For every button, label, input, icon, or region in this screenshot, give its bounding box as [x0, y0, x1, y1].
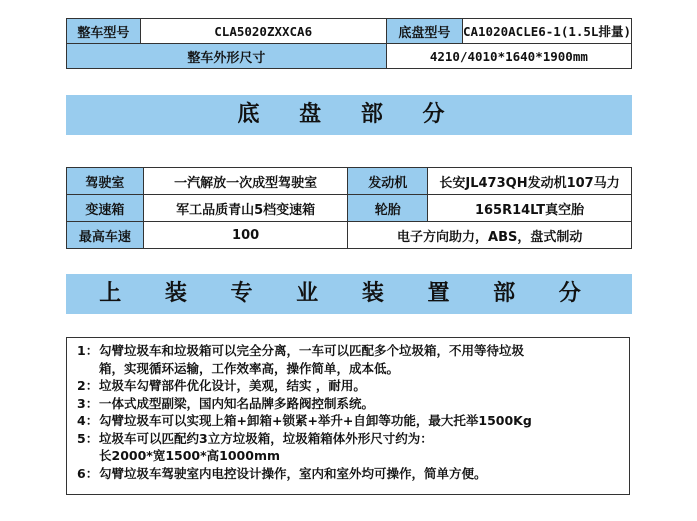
chassis-features-value: 电子方向助力，ABS，盘式制动	[348, 222, 632, 249]
dimension-row	[67, 44, 632, 69]
chassis-value: CA1020ACLE6-1(1.5L排量)	[462, 19, 631, 44]
feature-number: 1：	[77, 343, 99, 358]
feature-number: 5：	[77, 430, 99, 446]
model-row	[67, 19, 632, 44]
feature-text: 勾臂垃圾车和垃圾箱可以完全分离，一车可以匹配多个垃圾箱，不用等待垃圾	[99, 343, 525, 358]
basic-spec-table	[66, 18, 632, 69]
feature-item-6	[77, 465, 623, 483]
feature-continuation: 长2000*宽1500*高1000mm	[99, 448, 280, 463]
feature-text: 垃圾车勾臂部件优化设计，美观，结实 ，耐用。	[99, 378, 366, 393]
feature-item-3	[77, 395, 623, 413]
tire-value: 165R14LT真空胎	[428, 195, 632, 222]
speed-label: 最高车速	[67, 222, 144, 249]
cab-engine-row	[67, 168, 632, 195]
upper-section-banner: 上 装 专 业 装 置 部 分	[66, 274, 632, 314]
model-value: CLA5020ZXXCA6	[140, 19, 386, 44]
engine-value: 长安JL473QH发动机107马力	[428, 168, 632, 195]
chassis-section-banner: 底 盘 部 分	[66, 95, 632, 135]
feature-text: 垃圾车可以匹配约3立方垃圾箱，垃圾箱箱体外形尺寸约为：	[99, 430, 433, 446]
chassis-spec-table	[66, 167, 632, 249]
dimension-value: 4210/4010*1640*1900mm	[386, 44, 631, 69]
feature-text: 勾臂垃圾车驾驶室内电控设计操作，室内和室外均可操作，简单方便。	[99, 465, 487, 481]
gearbox-value: 军工品质青山5档变速箱	[143, 195, 348, 222]
tire-label: 轮胎	[348, 195, 428, 222]
model-label: 整车型号	[67, 19, 141, 44]
gearbox-label: 变速箱	[67, 195, 144, 222]
feature-number: 2：	[77, 378, 99, 393]
feature-item-1	[77, 342, 623, 360]
feature-item-2	[77, 377, 623, 395]
speed-row	[67, 222, 632, 249]
engine-label: 发动机	[348, 168, 428, 195]
speed-value: 100	[143, 222, 348, 249]
gearbox-tire-row	[67, 195, 632, 222]
feature-item-5	[77, 430, 623, 448]
feature-continuation: 箱，实现循环运输，工作效率高，操作简单，成本低。	[99, 360, 400, 376]
cab-value: 一汽解放一次成型驾驶室	[143, 168, 348, 195]
chassis-label: 底盘型号	[386, 19, 462, 44]
feature-number: 3：	[77, 395, 99, 411]
feature-text: 一体式成型副梁，国内知名品牌多路阀控制系统。	[99, 395, 375, 411]
feature-text: 勾臂垃圾车可以实现上箱+卸箱+锁紧+举升+自卸等功能，最大托举1500Kg	[99, 413, 532, 428]
cab-label: 驾驶室	[67, 168, 144, 195]
dimension-label: 整车外形尺寸	[67, 44, 387, 69]
feature-number: 4：	[77, 413, 99, 428]
upper-features-box	[66, 337, 630, 495]
feature-item-4	[77, 412, 623, 430]
feature-number: 6：	[77, 465, 99, 481]
